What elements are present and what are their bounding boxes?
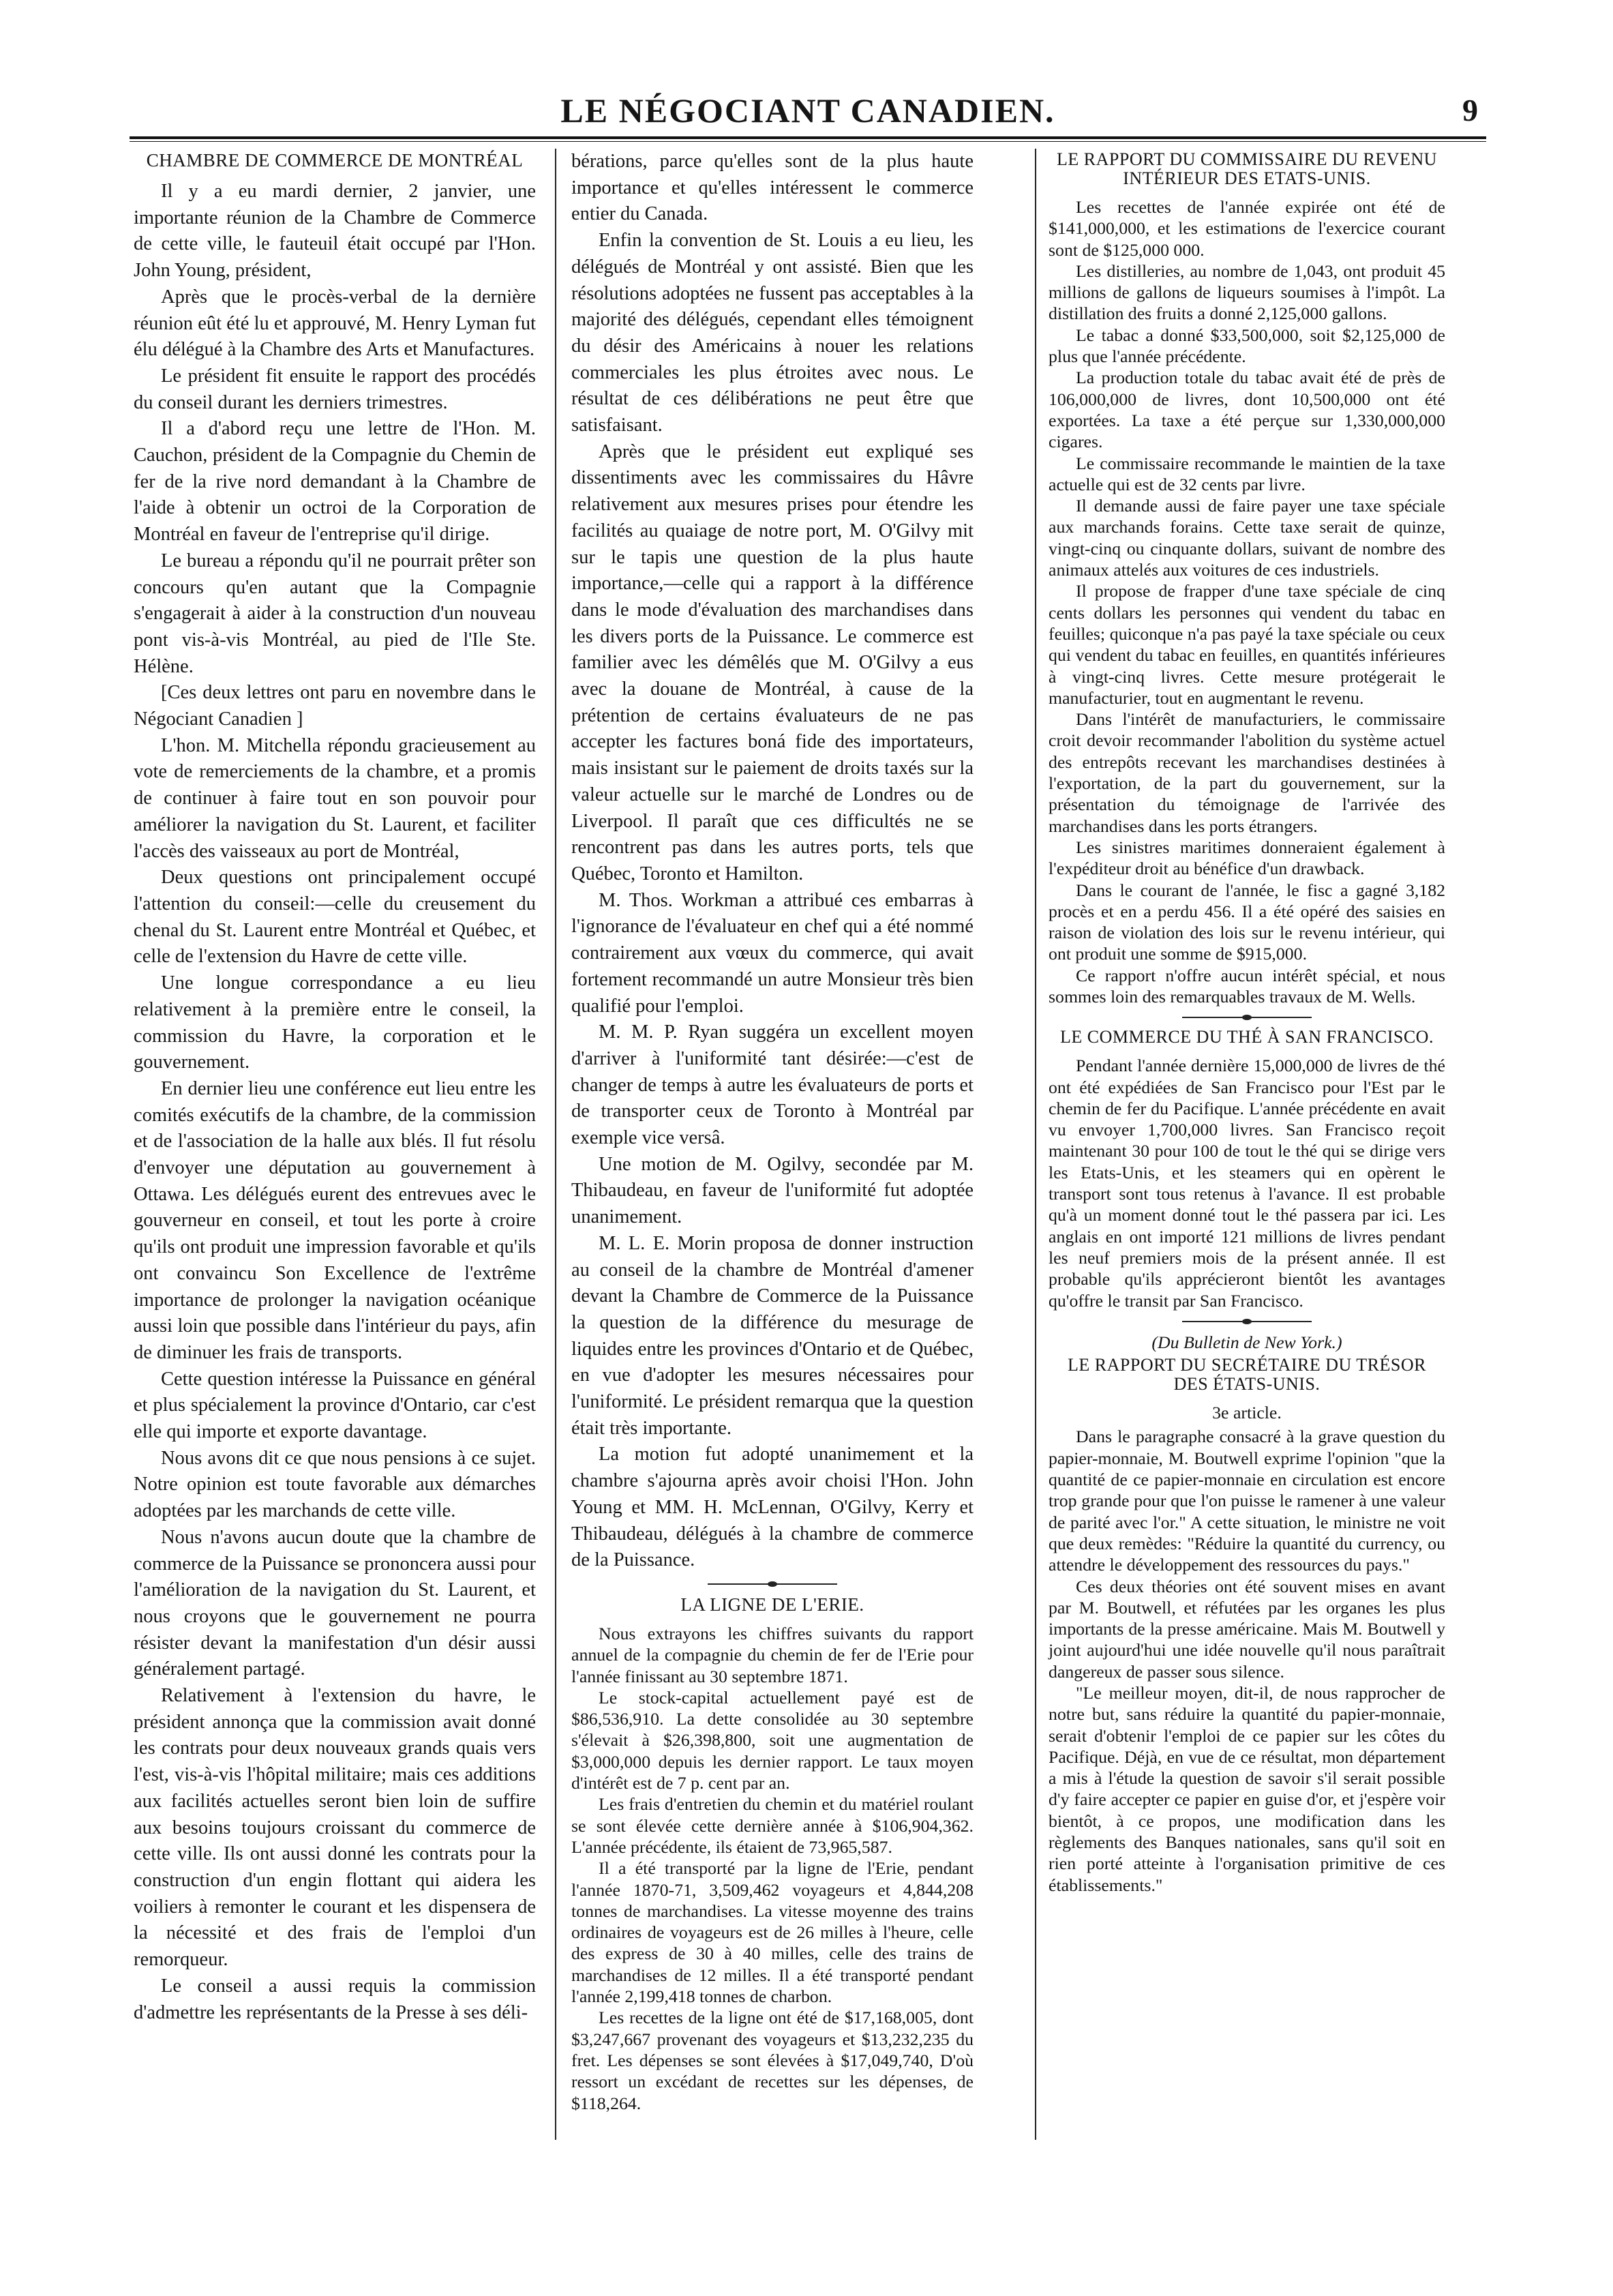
newspaper-title: LE NÉGOCIANT CANADIEN. bbox=[560, 91, 1055, 130]
paragraph: Il demande aussi de faire payer une taxe spéciale aux marchands forains. Cette taxe serait de quinze, vingt-cinq ou cinquante dollars, suivant de nombre des animaux attelés aux voitures de ces industriels. bbox=[1049, 496, 1445, 580]
paragraph: Nous extrayons les chiffres suivants du rapport annuel de la compagnie du chemin de fer de l'Erie pour l'année finissant au 30 septembre 1871. bbox=[571, 1623, 974, 1686]
paragraph: La motion fut adopté unanimement et la chambre s'ajourna après avoir choisi l'Hon. John Young et MM. H. McLennan, O'Gilvy, Kerry et Thibaudeau, délégués à la chambre de commerce de la Puissance. bbox=[571, 1444, 974, 1571]
column-1 bbox=[134, 149, 536, 2026]
paragraph: Les sinistres maritimes donneraient également à l'expéditeur droit au bénéfice d'un drawback. bbox=[1049, 837, 1445, 879]
section-separator bbox=[1182, 1321, 1312, 1322]
article-heading-chambre: CHAMBRE DE COMMERCE DE MONTRÉAL bbox=[146, 150, 524, 170]
paragraph: Il a été transporté par la ligne de l'Erie, pendant l'année 1870-71, 3,509,462 voyageurs et 4,844,208 tonnes de marchandises. La vitesse moyenne des trains ordinaires de voyageurs est de 26 milles à l'heure, celle des express de 30 à 40 milles, celle des trains de marchandises de 12 milles. Il a été transporté pendant l'année 2,199,418 tonnes de charbon. bbox=[571, 1858, 974, 2007]
article-part-label: 3e article. bbox=[1212, 1403, 1282, 1423]
paragraph: Le commissaire recommande le maintien de la taxe actuelle qui est de 32 cents par livre. bbox=[1049, 453, 1445, 494]
paragraph: Ce rapport n'offre aucun intérêt spécial, et nous sommes loin des remarquables travaux de M. Wells. bbox=[1049, 965, 1445, 1007]
paragraph: Les recettes de l'année expirée ont été de $141,000,000, et les estimations de l'exercice courant sont de $125,000 000. bbox=[1049, 197, 1445, 260]
paragraph: Le bureau a répondu qu'il ne pourrait prêter son concours qu'en autant que la Compagnie s'engagerait à aider à la construction d'un nouveau pont vis-à-vis Montréal, au pied de l'Ile Ste. Hélène. bbox=[134, 550, 536, 677]
paragraph: Le conseil a aussi requis la commission d'admettre les représentants de la Presse à ses déli- bbox=[134, 1975, 536, 2023]
column-2 bbox=[571, 149, 974, 2114]
paragraph: bérations, parce qu'elles sont de la plus haute importance et qu'elles intéressent le commerce entier du Canada. bbox=[571, 151, 974, 225]
paragraph: La production totale du tabac avait été de près de 106,000,000 de livres, dont 10,500,000 ont été exportées. La taxe a été perçue sur 1,330,000,000 cigares. bbox=[1049, 368, 1445, 452]
paragraph: M. L. E. Morin proposa de donner instruction au conseil de la chambre de Montréal d'amener devant la Chambre de Commerce de la Puissance la question de la différence du mesurage de liquides entre les provinces d'Ontario et de Québec, en vue d'adopter les mesures nécessaires pour l'uniformité. Le président remarqua que la question était très importante. bbox=[571, 1232, 974, 1439]
paragraph: Le tabac a donné $33,500,000, soit $2,125,000 de plus que l'année précédente. bbox=[1049, 325, 1445, 367]
paragraph: Le président fit ensuite le rapport des procédés du conseil durant les derniers trimestres. bbox=[134, 365, 536, 413]
paragraph: Les frais d'entretien du chemin et du matériel roulant se sont élevée cette dernière année à $106,904,362. L'année précédente, ils étaient de 73,965,587. bbox=[571, 1794, 974, 1857]
paragraph: Une longue correspondance a eu lieu relativement à la première entre le conseil, la commission du Havre, la corporation et le gouvernement. bbox=[134, 972, 536, 1073]
paragraph: Les distilleries, au nombre de 1,043, ont produit 45 millions de gallons de liqueurs soumises à l'impôt. La distillation des fruits a donné 2,125,000 gallons. bbox=[1049, 260, 1445, 324]
paragraph: M. M. P. Ryan suggéra un excellent moyen d'arriver à l'uniformité tant désirée:—c'est de changer de temps à autre les évaluateurs de ports et de transporter ceux de Toronto à Montréal par exemple vice versâ. bbox=[571, 1022, 974, 1149]
paragraph: L'hon. M. Mitchella répondu gracieusement au vote de remerciements de la chambre, et a promis de continuer à faire tout en son pouvoir pour améliorer la navigation du St. Laurent, et faciliter l'accès des vaisseaux au port de Montréal, bbox=[134, 734, 536, 862]
article-heading-erie: LA LIGNE DE L'ERIE. bbox=[680, 1594, 864, 1615]
paragraph: [Ces deux lettres ont paru en novembre dans le Négociant Canadien ] bbox=[134, 682, 536, 730]
page-number: 9 bbox=[1462, 93, 1478, 128]
paragraph: Une motion de M. Ogilvy, secondée par M. Thibaudeau, en faveur de l'uniformité fut adoptée unanimement. bbox=[571, 1153, 974, 1228]
masthead bbox=[130, 90, 1486, 132]
paragraph: Il a d'abord reçu une lettre de l'Hon. M. Cauchon, président de la Compagnie du Chemin de fer de la rive nord demandant à la Chambre de l'aide à obtenir un octroi de la Corporation de Montréal en faveur de l'entreprise qu'il dirige. bbox=[134, 418, 536, 546]
paragraph: Il y a eu mardi dernier, 2 janvier, une importante réunion de la Chambre de Commerce de cette ville, le fauteuil était occupé par l'Hon. John Young, président, bbox=[134, 181, 536, 282]
paragraph: Nous avons dit ce que nous pensions à ce sujet. Notre opinion est toute favorable aux démarches adoptées par les marchands de cette ville. bbox=[134, 1447, 536, 1522]
paragraph: Ces deux théories ont été souvent mises en avant par M. Boutwell, et réfutées par les organes les plus importants de la presse américaine. Mais M. Boutwell y joint aujourd'hui une idée nouvelle qu'il nous paraîtrait dangereux de passer sous silence. bbox=[1049, 1576, 1445, 1682]
paragraph: Les recettes de la ligne ont été de $17,168,005, dont $3,247,667 provenant des voyageurs et $13,232,235 du fret. Les dépenses se sont élevées à $17,049,740, D'où ressort un excédant de recettes sur les dépenses, de $118,264. bbox=[571, 2008, 974, 2113]
column-divider bbox=[555, 149, 556, 2140]
column-3 bbox=[1049, 149, 1445, 1896]
article-source: (Du Bulletin de New York.) bbox=[1151, 1332, 1342, 1352]
article-heading-the: LE COMMERCE DU THÉ À SAN FRANCISCO. bbox=[1060, 1027, 1434, 1047]
section-separator bbox=[708, 1583, 837, 1585]
section-separator bbox=[1182, 1017, 1312, 1018]
article-heading-revenu: LE RAPPORT DU COMMISSAIRE DU REVENU INTÉRIEUR DES ETATS-UNIS. bbox=[1057, 149, 1437, 188]
paragraph: Dans le courant de l'année, le fisc a gagné 3,182 procès et en a perdu 456. Il a été opéré des saisies en raison de violation des lois sur le revenu intérieur, qui ont produit une somme de $915,000. bbox=[1049, 880, 1445, 964]
paragraph: "Le meilleur moyen, dit-il, de nous rapprocher de notre but, sans réduire la quantité du papier-monnaie, serait d'obtenir l'emploi de ce papier sur les côtes du Pacifique. Déjà, en vue de ce résultat, mon département a mis à l'étude la question de savoir s'il serait possible d'y faire accepter ce papier en guise d'or, et j'espère voir bientôt, à ce propos, une modification dans les règlements des Banques nationales, sans qu'il soit en rien porté atteinte à l'organisation primitive de ces établissements." bbox=[1049, 1683, 1445, 1895]
paragraph: Relativement à l'extension du havre, le président annonça que la commission avait donné les contrats pour deux nouveaux grands quais vers l'est, vis-à-vis l'hôpital militaire; mais ces additions aux facilités actuelles seront bien loin de suffire aux besoins toujours croissant du commerce de cette ville. Ils ont aussi donné les contrats pour la construction d'un engin flottant qui aidera les voiliers à remonter le courant et les dispensera de la nécessité et des frais de l'emploi d'un remorqueur. bbox=[134, 1685, 536, 1971]
paragraph: Il propose de frapper d'une taxe spéciale de cinq cents dollars les personnes qui vendent du tabac en feuilles; quiconque n'a pas payé la taxe spéciale ou ceux qui vendent du tabac en feuilles, en quantités inférieures à vingt-cinq livres. Cette mesure protégerait le manufacturier, tout en augmentant le revenu. bbox=[1049, 581, 1445, 708]
paragraph: Après que le procès-verbal de la dernière réunion eût été lu et approuvé, M. Henry Lyman fut élu délégué à la Chambre des Arts et Manufactures. bbox=[134, 286, 536, 361]
column-divider bbox=[1035, 149, 1036, 2140]
paragraph: Dans l'intérêt de manufacturiers, le commissaire croit devoir recommander l'abolition du système actuel des entrepôts recevant les marchandises destinées à l'exportation, de la part du gouvernement, sur la présentation du témoignage de l'arrivée des marchandises dans les ports étrangers. bbox=[1049, 709, 1445, 836]
paragraph: Cette question intéresse la Puissance en général et plus spécialement la province d'Ontario, car c'est elle qui importe et exporte davantage. bbox=[134, 1368, 536, 1443]
erie-article-body bbox=[571, 1623, 974, 2114]
paragraph: Enfin la convention de St. Louis a eu lieu, les délégués de Montréal y ont assisté. Bien que les résolutions adoptées ne fussent pas acceptables à la majorité des délégués, cependant elles témoignent du désir des Américains à nouer les relations commerciales les plus étroites avec nous. Le résultat de ces délibérations ne peut être que satisfaisant. bbox=[571, 230, 974, 436]
paragraph: Nous n'avons aucun doute que la chambre de commerce de la Puissance se prononcera aussi pour l'amélioration de la navigation du St. Laurent, et nous croyons que le gouvernement ne pourra résister devant la manifestation d'un désir aussi généralement partagé. bbox=[134, 1526, 536, 1680]
paragraph: Après que le président eut expliqué ses dissentiments avec les commissaires du Hâvre relativement aux mesures prises pour étendre les facilités au quaiage de notre port, M. O'Gilvy mit sur le tapis une question de la plus haute importance,—celle qui a rapport à la différence dans le mode d'évaluation des marchandises dans les divers ports de la Puissance. Le commerce est familier avec les démêlés que M. O'Gilvy a eus avec la douane de Montréal, à cause de la prétention de certains évaluateurs de ne pas accepter les factures boná fide des importateurs, mais insistant sur le paiement de droits taxés sur la valeur actuelle sur le marché de Londres ou de Liverpool. Il paraît que ces difficultés ne se rencontrent pas dans les autres ports, tels que Québec, Toronto et Hamilton. bbox=[571, 441, 974, 884]
header-double-rule bbox=[130, 136, 1486, 142]
article-heading-tresor: LE RAPPORT DU SECRÉTAIRE DU TRÉSOR DES ÉTATS-UNIS. bbox=[1068, 1355, 1426, 1395]
paragraph: Dans le paragraphe consacré à la grave question du papier-monnaie, M. Boutwell exprime l'opinion "que la quantité de ce papier-monnaie en circulation est encore trop grande pour que l'on puisse le ramener à une valeur de parité avec l'or." A cette situation, le ministre ne voit que deux remèdes: "Réduire la quantité du currency, ou attendre le développement des ressources du pays." bbox=[1049, 1427, 1445, 1575]
paragraph: M. Thos. Workman a attribué ces embarras à l'ignorance de l'évaluateur en chef qui a été nommé contrairement aux vœux du commerce, qui avait fortement recommandé un autre Monsieur très bien qualifié pour l'emploi. bbox=[571, 889, 974, 1017]
paragraph: Pendant l'année dernière 15,000,000 de livres de thé ont été expédiées de San Francisco pour l'Est par le chemin de fer du Pacifique. L'année précédente en avait vu envoyer 1,700,000 livres. San Francisco reçoit maintenant 30 pour 100 de tout le thé qui se dirige vers les Etats-Unis, et les steamers qui en opèrent le transport sont tous retenus à l'avance. Il est probable qu'à un moment donné tout le thé passera par ici. Les anglais en ont importé 121 millions de livres pendant les neuf premiers mois de la présent année. Il est probable qu'ils apprécieront bientôt les avantages qu'offre le transit par San Francisco. bbox=[1049, 1056, 1445, 1311]
paragraph: Deux questions ont principalement occupé l'attention du conseil:—celle du creusement du chenal du St. Laurent entre Montréal et Québec, et celle de l'extension du Havre de cette ville. bbox=[134, 867, 536, 968]
paragraph: Le stock-capital actuellement payé est de $86,536,910. La dette consolidée au 30 septembre s'élevait à $26,398,800, soit une augmentation de $3,000,000 depuis les dernier rapport. Le taux moyen d'intérêt est de 7 p. cent par an. bbox=[571, 1687, 974, 1793]
paragraph: En dernier lieu une conférence eut lieu entre les comités exécutifs de la chambre, de la commission et de l'association de la halle aux blés. Il fut résolu d'envoyer une députation au gouvernement à Ottawa. Les délégués eurent des entrevues avec le gouverneur en conseil, et tout les porte à croire qu'ils ont produit une impression favorable et qu'ils ont convaincu Son Excellence de l'extrême importance de prolonger la navigation océanique aussi loin que possible dans l'intérieur du pays, afin de diminuer les frais de transports. bbox=[134, 1077, 536, 1363]
